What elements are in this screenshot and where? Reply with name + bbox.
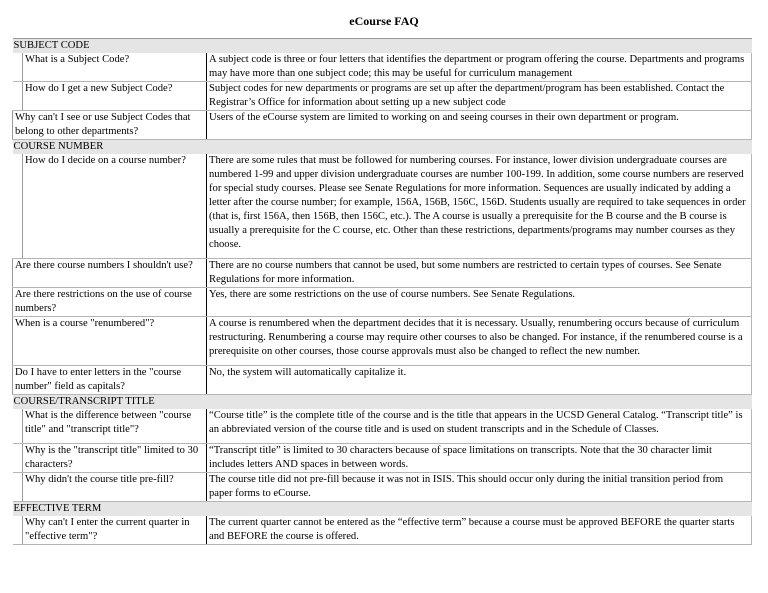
faq-answer: Users of the eCourse system are limited to working on and seeing courses in their own department or program. xyxy=(207,111,752,140)
faq-row xyxy=(13,82,752,111)
faq-answer: The course title did not pre-fill because it was not in ISIS. This should occur only during the initial transition period from paper forms to eCourse. xyxy=(207,473,752,502)
faq-answer: Subject codes for new departments or programs are set up after the department/program has been established. Contact the Registrar’s Office for information about setting up a new subject code xyxy=(207,82,752,111)
section-heading: SUBJECT CODE xyxy=(13,39,752,54)
section-heading: COURSE NUMBER xyxy=(13,140,752,155)
section-heading: COURSE/TRANSCRIPT TITLE xyxy=(13,395,752,410)
faq-question: Why can't I see or use Subject Codes that belong to other departments? xyxy=(13,111,207,140)
faq-answer: A subject code is three or four letters that identifies the department or program offering the course. Departments and programs may have more than one subject code; this may be useful for curriculum management xyxy=(207,53,752,82)
page-title: eCourse FAQ xyxy=(349,14,419,28)
faq-answer: “Transcript title” is limited to 30 characters because of space limitations on transcripts. Note that the 30 character limit includes letters AND spaces in between words. xyxy=(207,444,752,473)
faq-question: What is the difference between "course title" and "transcript title"? xyxy=(23,409,207,444)
faq-question: When is a course "renumbered"? xyxy=(13,317,207,366)
faq-row xyxy=(13,288,752,317)
faq-row xyxy=(13,409,752,444)
faq-answer: A course is renumbered when the department decides that it is necessary. Usually, renumbering occurs because of curriculum restructuring. Renumbering a course may require other courses to also be changed. For instance, if the renumbered course is a prerequisite on other courses, those course approvals must also be changed to reflect the new number. xyxy=(207,317,752,366)
faq-question: Do I have to enter letters in the "course number" field as capitals? xyxy=(13,366,207,395)
faq-question: Why didn't the course title pre-fill? xyxy=(23,473,207,502)
faq-row xyxy=(13,366,752,395)
faq-row xyxy=(13,154,752,259)
faq-row xyxy=(13,317,752,366)
faq-answer: There are some rules that must be followed for numbering courses. For instance, lower division undergraduate courses are numbered 1-99 and upper division undergraduate courses are number 100-199. In addition, some course numbers are reserved for special study courses. Please see Senate Regulations for more information. Sequences are usually indicated by adding a letter after the course number; for example, 156A, 156B, 156C, 156D. Students usually are required to take sequences in order (that is, first 156A, then 156B, then 156C, etc.). The A course is usually a prerequisite for the B course and the B course is usually a prerequisite for the C course, etc. Other than these restrictions, departments/programs may number courses as they choose. xyxy=(207,154,752,259)
faq-row xyxy=(13,111,752,140)
section-heading: EFFECTIVE TERM xyxy=(13,502,752,517)
faq-question: How do I decide on a course number? xyxy=(23,154,207,259)
section-header xyxy=(13,140,752,155)
faq-question: Are there course numbers I shouldn't use? xyxy=(13,259,207,288)
faq-question: How do I get a new Subject Code? xyxy=(23,82,207,111)
faq-answer: The current quarter cannot be entered as the “effective term” because a course must be approved BEFORE the quarter starts and BEFORE the course is offered. xyxy=(207,516,752,545)
faq-answer: There are no course numbers that cannot be used, but some numbers are restricted to certain types of courses. See Senate Regulations for more information. xyxy=(207,259,752,288)
faq-row xyxy=(13,53,752,82)
faq-answer: No, the system will automatically capitalize it. xyxy=(207,366,752,395)
section-header xyxy=(13,395,752,410)
faq-question: What is a Subject Code? xyxy=(23,53,207,82)
faq-row xyxy=(13,473,752,502)
faq-row xyxy=(13,516,752,545)
faq-question: Are there restrictions on the use of course numbers? xyxy=(13,288,207,317)
faq-row xyxy=(13,444,752,473)
section-header xyxy=(13,502,752,517)
faq-question: Why can't I enter the current quarter in "effective term"? xyxy=(23,516,207,545)
faq-row xyxy=(13,259,752,288)
faq-question: Why is the "transcript title" limited to 30 characters? xyxy=(23,444,207,473)
faq-table xyxy=(12,38,752,545)
section-header xyxy=(13,39,752,54)
faq-answer: “Course title” is the complete title of the course and is the title that appears in the UCSD General Catalog. “Transcript title” is an abbreviated version of the course title and is used on student transcripts and in the Schedule of Classes. xyxy=(207,409,752,444)
faq-answer: Yes, there are some restrictions on the use of course numbers. See Senate Regulations. xyxy=(207,288,752,317)
